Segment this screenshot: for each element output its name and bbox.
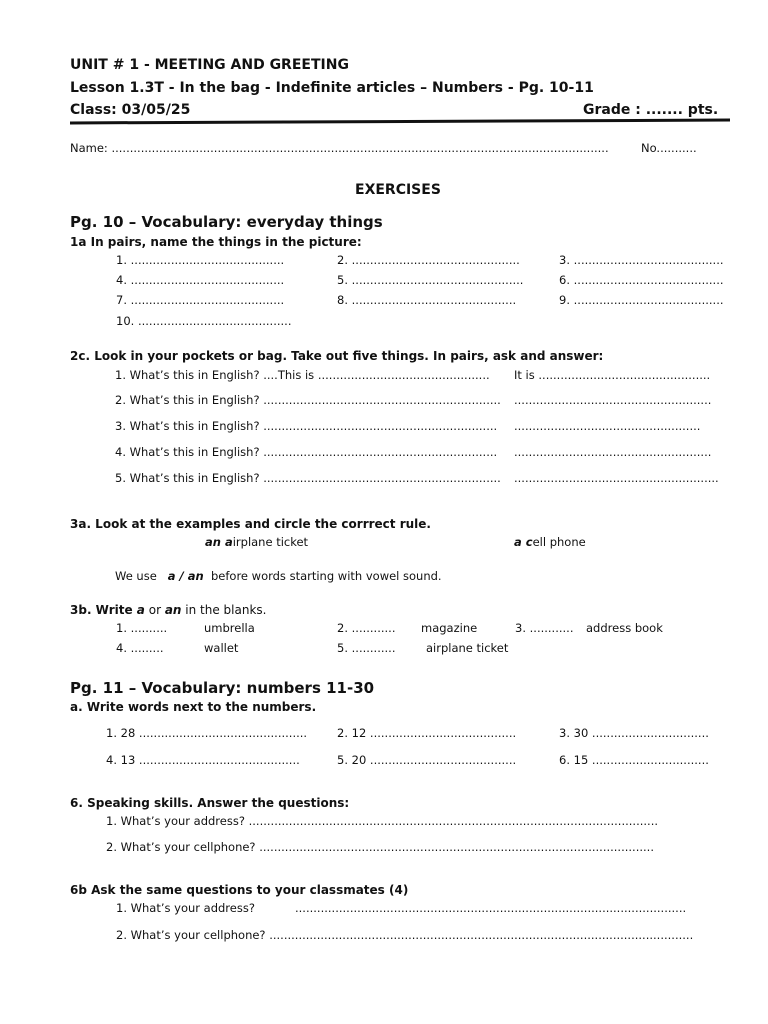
example-word: ell phone: [532, 535, 586, 549]
ex6b-question: 2. What’s your cellphone? ....................................................................................................................: [116, 928, 694, 942]
ex2c-answer: ......................................................: [514, 393, 712, 407]
word-or: or: [144, 603, 165, 617]
ex1a-item: 8. .............................................: [337, 293, 517, 307]
ex6b-question: 1. What’s your address?: [116, 901, 255, 915]
numbers-item: 2. 12 ........................................: [337, 726, 517, 740]
ex2c-question: 1. What’s this in English? ....This is ...............................................: [115, 368, 490, 382]
numbers-item: 3. 30 ................................: [559, 726, 709, 740]
word-a: a: [136, 603, 145, 617]
ex3b-word: magazine: [421, 621, 478, 635]
ex1a-item: 4. ..........................................: [116, 273, 285, 287]
rule-text: We use: [115, 569, 161, 583]
ex3b-blank[interactable]: 3. ............: [515, 621, 574, 635]
ex6b-instruction: 6b Ask the same questions to your classmates (4): [70, 883, 409, 897]
ex3a-example-a: [514, 535, 586, 549]
ex3b-blank[interactable]: 4. .........: [116, 641, 164, 655]
article-a: a c: [514, 535, 533, 549]
number-field: No...........: [641, 141, 697, 155]
ex6-question: 2. What’s your cellphone? ............................................................................................................: [106, 840, 654, 854]
ex1a-instruction: 1a In pairs, name the things in the picture:: [70, 235, 362, 249]
ex3b-word: wallet: [204, 641, 239, 655]
numbers-item: 4. 13 ............................................: [106, 753, 300, 767]
exa-instruction: a. Write words next to the numbers.: [70, 700, 317, 714]
ex1a-item: 7. ..........................................: [116, 293, 285, 307]
ex2c-question: 2. What’s this in English? .................................................................: [115, 393, 501, 407]
article-an: an a: [205, 535, 233, 549]
ex1a-item: 3. .........................................: [559, 253, 724, 267]
ex2c-answer: ........................................................: [514, 471, 719, 485]
ex3b-blank[interactable]: 5. ............: [337, 641, 396, 655]
example-word: irplane ticket: [232, 535, 309, 549]
ex3a-instruction: 3a. Look at the examples and circle the corrrect rule.: [70, 517, 431, 531]
lesson-title: Lesson 1.3T - In the bag - Indefinite articles – Numbers - Pg. 10-11: [70, 80, 594, 96]
rule-choice[interactable]: a / an: [167, 569, 204, 583]
instruction-end: in the blanks.: [181, 603, 267, 617]
ex1a-item: 6. .........................................: [559, 273, 724, 287]
ex3b-blank[interactable]: 1. ..........: [116, 621, 168, 635]
numbers-item: 6. 15 ................................: [559, 753, 709, 767]
ex2c-question: 4. What’s this in English? ................................................................: [115, 445, 498, 459]
ex2c-question: 5. What’s this in English? .................................................................: [115, 471, 501, 485]
ex2c-answer: ...................................................: [514, 419, 701, 433]
ex1a-item: 10. ..........................................: [116, 314, 292, 328]
ex3b-label: 3b. Write: [70, 603, 137, 617]
numbers-item: 5. 20 ........................................: [337, 753, 517, 767]
ex6b-answer-line: ...........................................................................................................: [295, 901, 687, 915]
ex2c-question: 3. What’s this in English? ................................................................: [115, 419, 498, 433]
ex1a-item: 5. ...............................................: [337, 273, 524, 287]
ex1a-item: 9. .........................................: [559, 293, 724, 307]
ex2c-instruction: 2c. Look in your pockets or bag. Take out five things. In pairs, ask and answer:: [70, 349, 604, 363]
ex1a-item: 1. ..........................................: [116, 253, 285, 267]
ex3b-blank[interactable]: 2. ............: [337, 621, 396, 635]
pg10-title: Pg. 10 – Vocabulary: everyday things: [70, 213, 383, 231]
ex3b-word: airplane ticket: [426, 641, 509, 655]
numbers-item: 1. 28 ..............................................: [106, 726, 308, 740]
pg11-title: Pg. 11 – Vocabulary: numbers 11-30: [70, 679, 375, 697]
ex6-question: 1. What’s your address? ................................................................................................................: [106, 814, 659, 828]
word-an: an: [164, 603, 182, 617]
name-field: Name: ........................................................................................................................................: [70, 141, 609, 155]
rule-text: before words starting with vowel sound.: [207, 569, 442, 583]
ex3b-word: address book: [586, 621, 663, 635]
exercises-heading: EXERCISES: [355, 182, 441, 198]
ex3a-example-an: [205, 535, 308, 549]
grade-field: Grade : ....... pts.: [583, 102, 719, 118]
ex3b-word: umbrella: [204, 621, 255, 635]
ex3a-rule: [115, 569, 442, 583]
ex6-instruction: 6. Speaking skills. Answer the questions:: [70, 796, 350, 810]
unit-title: UNIT # 1 - MEETING AND GREETING: [70, 57, 349, 73]
ex3b-instruction: [70, 603, 266, 617]
header-divider: [70, 119, 730, 125]
ex2c-answer: It is ...............................................: [514, 368, 711, 382]
class-date: Class: 03/05/25: [70, 102, 191, 118]
ex2c-answer: ......................................................: [514, 445, 712, 459]
ex1a-item: 2. ..............................................: [337, 253, 520, 267]
